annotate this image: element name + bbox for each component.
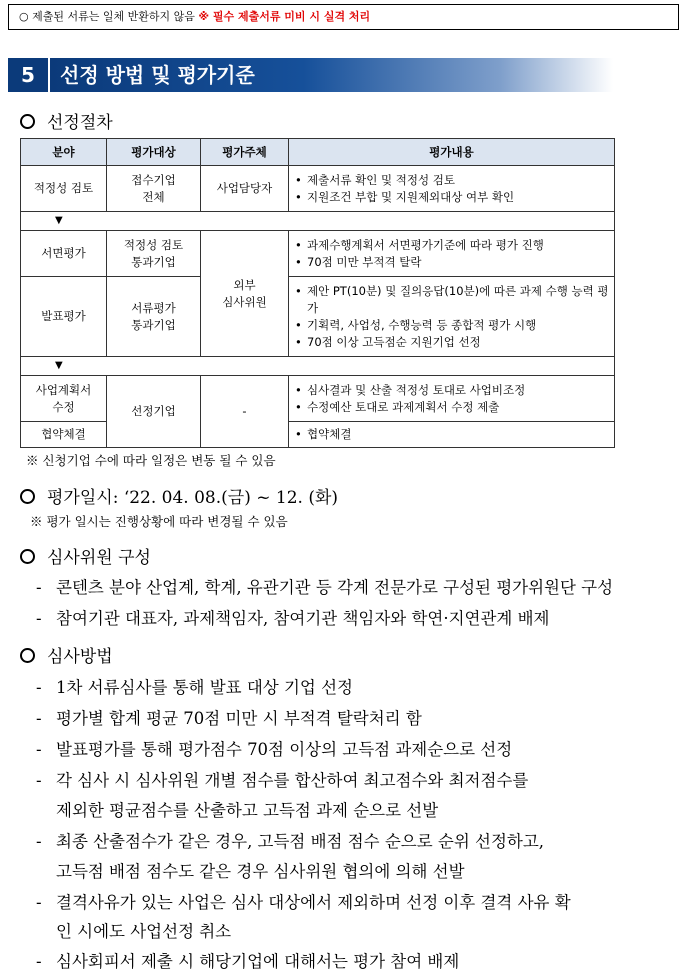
table-row (21, 376, 615, 422)
list-item: - 결격사유가 있는 사업은 심사 대상에서 제외하며 선정 이후 결격 사유 확 (36, 893, 571, 912)
cell-field: 서면평가 (21, 231, 107, 277)
method-heading: 심사방법 (20, 642, 113, 667)
cell-content (289, 422, 615, 448)
list-item: • 지원조건 부합 및 지원제외대상 여부 확인 (293, 189, 610, 206)
cell-content (289, 376, 615, 422)
list-item: - 최종 산출점수가 같은 경우, 고득점 배점 점수 순으로 순위 선정하고, (36, 832, 545, 851)
section-title: 선정 방법 및 평가기준 (50, 58, 613, 92)
cell-field: 협약체결 (21, 422, 107, 448)
table-row (21, 166, 615, 212)
list-item: • 심사결과 및 산출 적정성 토대로 사업비조정 (293, 382, 610, 399)
list-item: • 협약체결 (293, 426, 610, 443)
section-number: 5 (8, 58, 48, 92)
cell-field: 사업계획서 수정 (21, 376, 107, 422)
selection-procedure-table (20, 138, 615, 448)
header-target: 평가대상 (107, 139, 201, 166)
list-item: - 1차 서류심사를 통해 발표 대상 기업 선정 (36, 678, 353, 697)
cell-target: 적정성 검토 통과기업 (107, 231, 201, 277)
cell-content (289, 277, 615, 357)
header-content: 평가내용 (289, 139, 615, 166)
list-item: • 기획력, 사업성, 수행능력 등 종합적 평가 시행 (293, 317, 610, 334)
list-item: - 콘텐츠 분야 산업계, 학계, 유관기관 등 각계 전문가로 구성된 평가위원단 구성 (36, 578, 614, 597)
list-item: • 70점 이상 고득점순 지원기업 선정 (293, 334, 610, 351)
list-item: - 참여기관 대표자, 과제책임자, 참여기관 책임자와 학연·지연관계 배제 (36, 609, 550, 628)
procedure-note: ※ 신청기업 수에 따라 일정은 변동 될 수 있음 (26, 453, 276, 468)
cell-target: 서류평가 통과기업 (107, 277, 201, 357)
table-header-row (21, 139, 615, 166)
notice-warning: ※ 필수 제출서류 미비 시 실격 처리 (198, 10, 371, 23)
cell-content (289, 231, 615, 277)
header-evaluator: 평가주체 (201, 139, 289, 166)
procedure-heading: 선정절차 (20, 108, 113, 133)
list-item: - 평가별 합계 평균 70점 미만 시 부적격 탈락처리 함 (36, 709, 422, 728)
cell-evaluator: 외부 심사위원 (201, 231, 289, 357)
committee-heading: 심사위원 구성 (20, 543, 151, 568)
list-item: - 심사회피서 제출 시 해당기업에 대해서는 평가 참여 배제 (36, 952, 460, 971)
list-item: • 70점 미만 부적격 탈락 (293, 254, 610, 271)
list-item-continued: 고득점 배점 점수도 같은 경우 심사위원 협의에 의해 선발 (56, 862, 465, 881)
schedule-note: ※ 평가 일시는 진행상황에 따라 변경될 수 있음 (30, 514, 288, 529)
table-row (21, 231, 615, 277)
list-item-continued: 인 시에도 사업선정 취소 (56, 922, 232, 941)
cell-field: 적정성 검토 (21, 166, 107, 212)
circle-bullet-icon (20, 114, 35, 129)
section-header (8, 58, 613, 92)
circle-bullet-icon (20, 549, 35, 564)
flow-arrow-row (21, 212, 615, 231)
cell-field: 발표평가 (21, 277, 107, 357)
list-item-continued: 제외한 평균점수를 산출하고 고득점 과제 순으로 선발 (56, 801, 439, 820)
circle-bullet-icon (20, 489, 35, 504)
list-item: • 제출서류 확인 및 적정성 검토 (293, 172, 610, 189)
table-row (21, 277, 615, 357)
list-item: - 발표평가를 통해 평가점수 70점 이상의 고득점 과제순으로 선정 (36, 740, 513, 759)
circle-bullet-icon (20, 648, 35, 663)
schedule-heading: 평가일시: ‘22. 04. 08.(금) ~ 12. (화) (20, 483, 338, 508)
cell-evaluator: 사업담당자 (201, 166, 289, 212)
cell-evaluator: - (201, 376, 289, 448)
list-item: • 수정예산 토대로 과제계획서 수정 제출 (293, 399, 610, 416)
notice-text: ○ 제출된 서류는 일체 반환하지 않음 (19, 10, 199, 23)
notice-box (8, 4, 679, 30)
header-field: 분야 (21, 139, 107, 166)
flow-arrow-row (21, 357, 615, 376)
list-item: - 각 심사 시 심사위원 개별 점수를 합산하여 최고점수와 최저점수를 (36, 771, 529, 790)
down-arrow-icon: ▼ (21, 212, 615, 231)
down-arrow-icon: ▼ (21, 357, 615, 376)
cell-target: 선정기업 (107, 376, 201, 448)
cell-content (289, 166, 615, 212)
cell-target: 접수기업 전체 (107, 166, 201, 212)
list-item: • 과제수행계획서 서면평가기준에 따라 평가 진행 (293, 237, 610, 254)
list-item: • 제안 PT(10분) 및 질의응답(10분)에 따른 과제 수행 능력 평가 (293, 283, 610, 317)
